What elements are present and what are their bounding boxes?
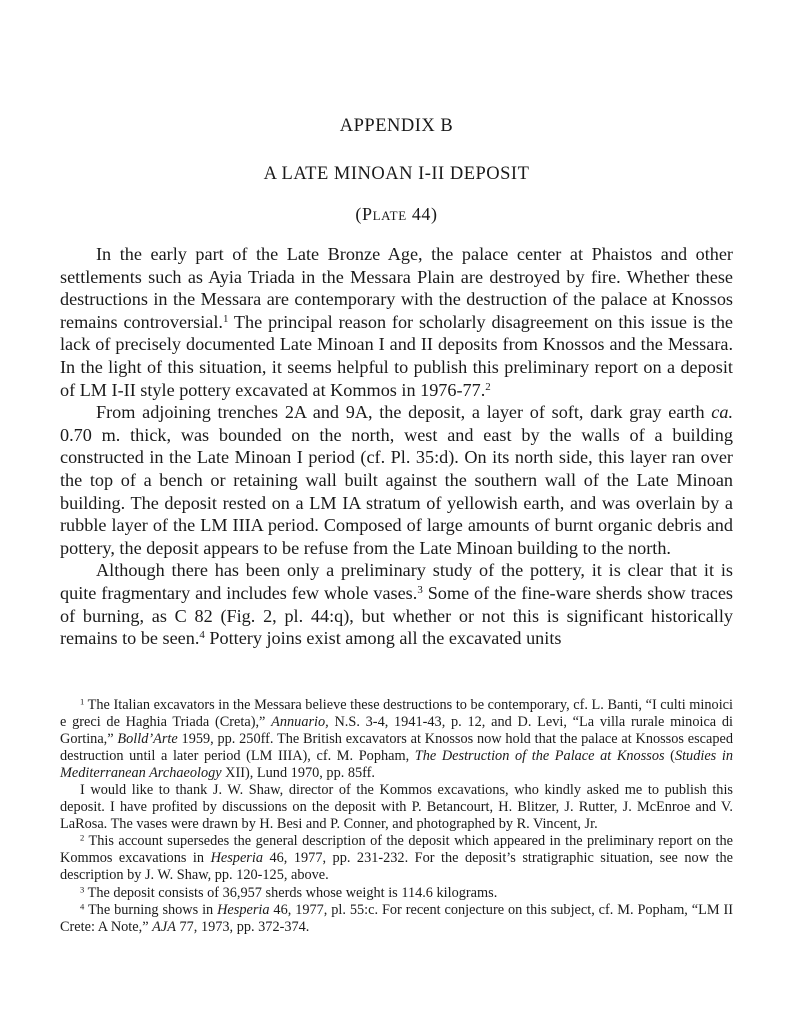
footnote-ref-2: 2: [485, 380, 491, 393]
footnote-3: [60, 885, 733, 902]
footnote-2: [60, 833, 733, 884]
footnote-ref-3: 3: [417, 583, 423, 596]
appendix-heading: APPENDIX B: [339, 116, 454, 136]
paragraph-1: [60, 243, 733, 401]
p3-text-3: Pottery joins exist among all the excavated units: [204, 628, 562, 649]
footnote-1-italic-2: Bolld’Arte: [117, 731, 178, 748]
footnote-3-text-1: The deposit consists of 36,957 sherds whose weight is 114.6 kilograms.: [84, 884, 498, 901]
footnote-1: [60, 697, 733, 782]
p2-text-2: 0.70 m. thick, was bounded on the north, west and east by the walls of a building constructed in the Late Minoan I period (cf. Pl. 35:d). On its north side, this layer ran over the top of a bench or retaining wall built against the southern wall of the Late Minoan building. The deposit rested on a LM IA stratum of yellowish earth, and was overlain by a rubble layer of the LM IIIA period. Composed of large amounts of burnt organic debris and pottery, the deposit appears to be refuse from the Late Minoan building to the north.: [60, 424, 733, 558]
p2-circa: ca.: [711, 402, 733, 423]
footnote-1-italic-4: Studies in Mediterranean Archaeology: [60, 748, 733, 782]
page: [60, 0, 733, 1024]
footnote-1-text-5: XII), Lund 1970, pp. 85ff.: [221, 765, 375, 782]
footnote-4: [60, 902, 733, 936]
footnote-4-italic-1: Hesperia: [217, 901, 270, 918]
plate-open-paren: (: [355, 204, 362, 224]
footnote-2-italic-1: Hesperia: [210, 850, 263, 867]
footnote-2-number: 2: [80, 832, 85, 843]
p2-text-1: From adjoining trenches 2A and 9A, the deposit, a layer of soft, dark gray earth: [96, 402, 712, 423]
paragraph-2: [60, 401, 733, 559]
appendix-title: A LATE MINOAN I-II DEPOSIT: [263, 164, 530, 184]
footnote-4-number: 4: [80, 900, 85, 911]
plate-label: Plate 44: [361, 204, 432, 224]
footnote-2-text-2: 46, 1977, pp. 231-232. For the deposit’s stratigraphic situation, see now the description by J. W. Shaw, pp. 120-125, above.: [60, 850, 733, 884]
footnote-1-italic-3: The Destruction of the Palace at Knossos: [414, 748, 665, 765]
footnote-4-italic-2: AJA: [152, 918, 176, 935]
footnote-4-text-2: 46, 1977, pl. 55:c. For recent conjecture on this subject, cf. M. Popham, “LM II Crete: A Note,”: [60, 901, 733, 935]
p1-text-1: In the early part of the Late Bronze Age, the palace center at Phaistos and other settlements such as Ayia Triada in the Messara Plain are destroyed by fire. Whether these destructions in the Messara are contemporary with the destruction of the palace at Knossos remains controversial.: [60, 244, 733, 332]
footnote-ref-1: 1: [222, 312, 229, 325]
footnote-1-text-2: N.S. 3-4, 1941-43, p. 12, and D. Levi, “La villa rurale minoica di Gortina,”: [60, 714, 733, 748]
footnote-1-number: 1: [80, 696, 85, 707]
footnote-ref-4: 4: [199, 629, 205, 642]
footnote-1-text-3: 1959, pp. 250ff. The British excavators at Knossos now hold that the palace at Knossos escaped destruction until a later period (LM IIIA), cf. M. Popham,: [60, 731, 733, 765]
footnote-3-number: 3: [80, 883, 85, 894]
footnote-4-text-3: 77, 1973, pp. 372-374.: [175, 918, 310, 935]
p3-text-1: Although there has been only a preliminary study of the pottery, it is clear that it is quite fragmentary and includes few whole vases.: [60, 560, 733, 603]
body-text: [60, 243, 733, 650]
p1-text-2: The principal reason for scholarly disagreement on this issue is the lack of precisely documented Late Minoan I and II deposits from Knossos and the Messara. In the light of this situation, it seems helpful to publish this preliminary report on a deposit of LM I-II style pottery excavated at Kommos in 1976-77.: [60, 311, 733, 400]
footnote-1-text-1: The Italian excavators in the Messara believe these destructions to be contemporary, cf. L. Banti, “I culti minoici e greci de Haghia Triada (Creta),”: [60, 697, 733, 731]
p3-text-2: Some of the fine-ware sherds show traces of burning, as C 82 (Fig. 2, pl. 44:q), but whether or not this is significant historically remains to be seen.: [60, 582, 733, 649]
footnote-1-text-4: (: [664, 748, 675, 765]
footnotes: [60, 697, 733, 936]
footnote-1-italic-1: Annuario,: [271, 714, 329, 731]
footnote-2-text-1: This account supersedes the general description of the deposit which appeared in the preliminary report on the Kommos excavations in: [60, 833, 733, 867]
footnote-4-text-1: The burning shows in: [84, 901, 218, 918]
plate-reference: [60, 204, 733, 225]
plate-close-paren: ): [431, 204, 438, 224]
paragraph-3: [60, 559, 733, 649]
acknowledgement-note: I would like to thank J. W. Shaw, director of the Kommos excavations, who kindly asked me to publish this deposit. I have profited by discussions on the deposit with P. Betancourt, H. Blitzer, J. Rutter, J. McEnroe and V. LaRosa. The vases were drawn by H. Besi and P. Conner, and photographed by R. Vincent, Jr.: [60, 782, 733, 833]
